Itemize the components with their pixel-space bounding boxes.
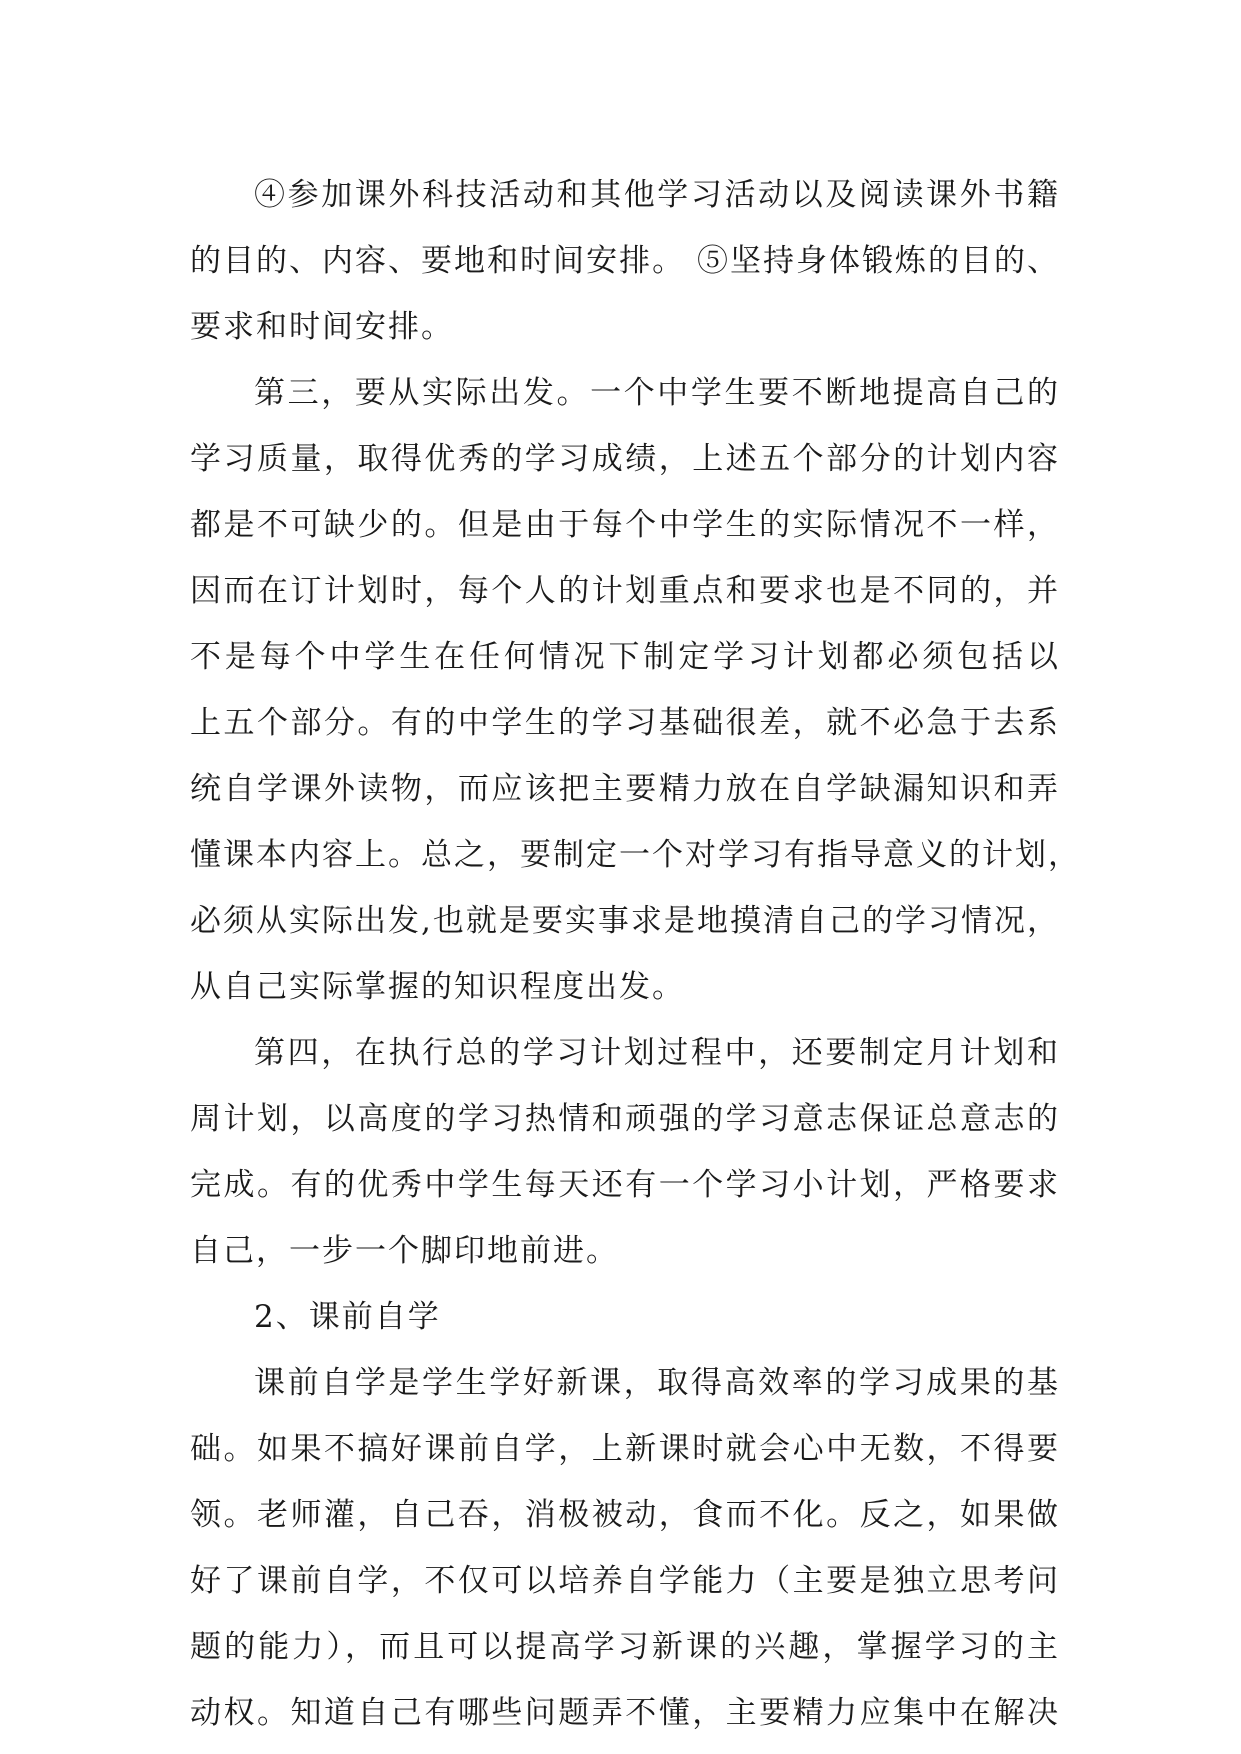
text-line: 自己，一步一个脚印地前进。 — [190, 1233, 619, 1269]
text-line: 周计划，以高度的学习热情和顽强的学习意志保证总意志的 — [190, 1101, 1060, 1137]
text-line: 学习质量，取得优秀的学习成绩，上述五个部分的计划内容 — [190, 441, 1060, 477]
text-line: 题的能力），而且可以提高学习新课的兴趣，掌握学习的主 — [190, 1629, 1060, 1665]
text-line: 好了课前自学，不仅可以培养自学能力（主要是独立思考问 — [190, 1563, 1060, 1599]
text-line: 的目的、内容、要地和时间安排。 ⑤坚持身体锻炼的目的、 — [190, 243, 1060, 279]
text-line: ④参加课外科技活动和其他学习活动以及阅读课外书籍 — [254, 177, 1060, 213]
text-line: 统自学课外读物，而应该把主要精力放在自学缺漏知识和弄 — [190, 771, 1060, 807]
text-line: 完成。有的优秀中学生每天还有一个学习小计划，严格要求 — [190, 1167, 1060, 1203]
section-heading — [190, 1284, 1060, 1350]
text-line: 第四，在执行总的学习计划过程中，还要制定月计划和 — [254, 1035, 1060, 1071]
text-line: 上五个部分。有的中学生的学习基础很差，就不必急于去系 — [190, 705, 1060, 741]
text-line: 不是每个中学生在任何情况下制定学习计划都必须包括以 — [190, 639, 1060, 675]
text-line: 从自己实际掌握的知识程度出发。 — [190, 969, 685, 1005]
text-line: 必须从实际出发,也就是要实事求是地摸清自己的学习情况， — [190, 903, 1060, 939]
text-line: 懂课本内容上。总之，要制定一个对学习有指导意义的计划， — [190, 837, 1081, 873]
text-line: 第三，要从实际出发。一个中学生要不断地提高自己的 — [254, 375, 1060, 411]
text-line: 领。老师灌，自己吞，消极被动，食而不化。反之，如果做 — [190, 1497, 1060, 1533]
paragraph-p3 — [190, 1020, 1060, 1284]
text-line: 动权。知道自己有哪些问题弄不懂，主要精力应集中在解决 — [190, 1695, 1060, 1731]
text-line: 要求和时间安排。 — [190, 309, 454, 345]
text-line: 因而在订计划时，每个人的计划重点和要求也是不同的，并 — [190, 573, 1060, 609]
text-line: 都是不可缺少的。但是由于每个中学生的实际情况不一样， — [190, 507, 1060, 543]
heading-line: 2、课前自学 — [254, 1299, 441, 1335]
paragraph-p1 — [190, 162, 1060, 360]
paragraph-p4 — [190, 1350, 1060, 1746]
text-line: 础。如果不搞好课前自学，上新课时就会心中无数，不得要 — [190, 1431, 1060, 1467]
document-body — [190, 162, 1081, 1746]
text-line: 课前自学是学生学好新课，取得高效率的学习成果的基 — [254, 1365, 1060, 1401]
paragraph-p2 — [190, 360, 1081, 1020]
